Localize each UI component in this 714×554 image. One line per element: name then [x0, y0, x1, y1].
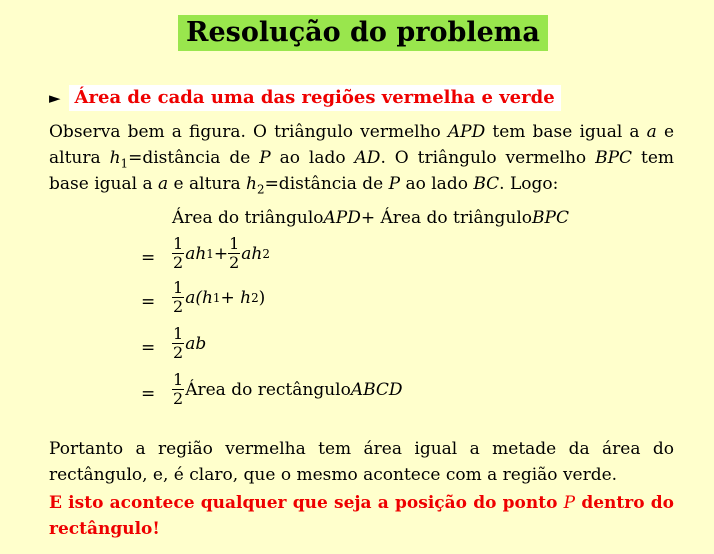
fraction-half: $\frac{1}{2}$	[173, 324, 184, 362]
equals-sign: =	[141, 384, 156, 404]
page-title: Resolução do problema	[178, 15, 548, 51]
section-title: Área de cada uma das regiões vermelha e verde	[69, 85, 561, 111]
conclusion-paragraph: Portanto a região vermelha tem área igual a metade da área do rectângulo, e, é claro, que o mesmo acontece com a região verde.	[49, 439, 674, 485]
fraction-half: $\frac{1}{2}$	[229, 234, 240, 272]
equation-line-0: Área do triângulo APD + Área do triângulo BPC	[172, 208, 569, 228]
equals-sign: =	[141, 292, 156, 312]
explanation-paragraph: Observa bem a figura. O triângulo vermelho APD tem base igual a a e altura $h_1=distância$ de P ao lado AD. O triângulo vermelho BPC tem base igual a a e altura $h_2=distância$ de P ao lado BC. Logo:	[49, 122, 675, 197]
equation-line-4: $\frac{1}{2}$ Área do rectângulo ABCD	[173, 370, 403, 408]
equals-sign: =	[141, 338, 156, 358]
equation-line-3: $\frac{1}{2}$ ab	[173, 324, 207, 362]
fraction-half: $\frac{1}{2}$	[173, 370, 184, 408]
fraction-half: $\frac{1}{2}$	[173, 278, 184, 316]
section-header	[49, 85, 561, 111]
equation-line-1: $\frac{1}{2}$ ah 1 + $\frac{1}{2}$ ah 2	[173, 234, 270, 272]
highlight-conclusion: E isto acontece qualquer que seja a posição do ponto P dentro do rectângulo!	[49, 493, 674, 539]
bullet-triangle-icon: ►	[49, 89, 61, 107]
equals-sign: =	[141, 248, 156, 268]
fraction-half: $\frac{1}{2}$	[173, 234, 184, 272]
equation-line-2: $\frac{1}{2}$ a(h 1 + h 2 )	[173, 278, 266, 316]
